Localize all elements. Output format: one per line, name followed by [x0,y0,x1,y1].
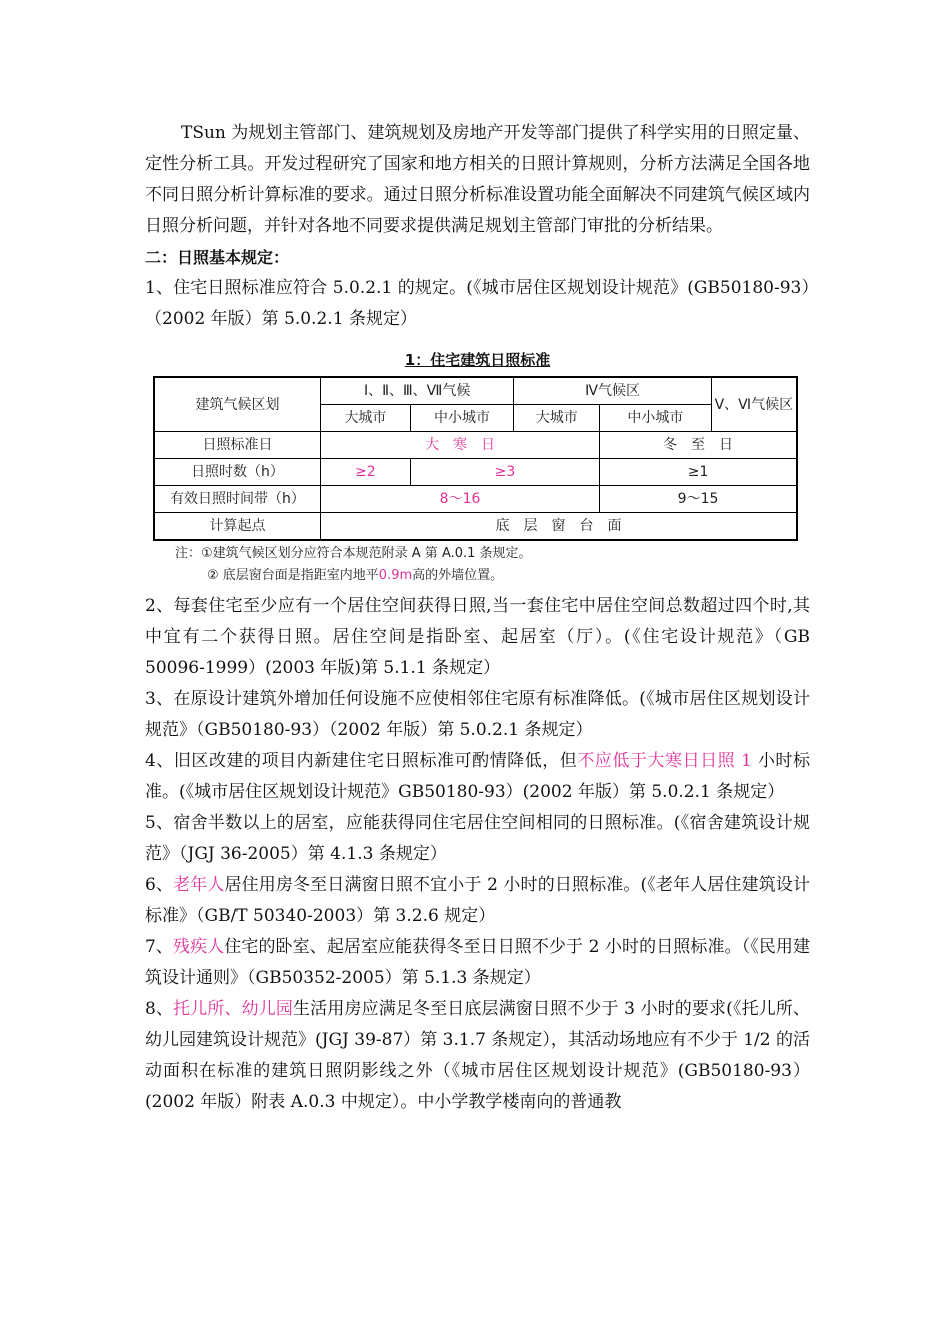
row-climate-label: 建筑气候区划 [154,377,321,432]
table-note-1: 注：①建筑气候区划分应符合本规范附录 A 第 A.0.1 条规定。 [175,546,532,561]
row-day-label: 日照标准日 [154,432,321,459]
small-city-cell: 中小城市 [410,405,514,432]
rule-7: 7、残疾人住宅的卧室、起居室应能获得冬至日日照不少于 2 小时的日照标准。（《民用建筑设计通则》（GB50352-2005）第 5.1.3 条规定） [145,937,811,988]
hours-value-b: ≥3 [410,459,599,486]
row-start-label: 计算起点 [154,513,321,541]
day-winter-solstice: 冬 至 日 [600,432,797,459]
small-city-cell: 中小城市 [600,405,712,432]
rule-6: 6、老年人居住用房冬至日满窗日照不宜小于 2 小时的日照标准。(《老年人居住建筑设计标准》（GB/T 50340-2003）第 3.2.6 规定） [145,875,810,926]
sunlight-standard-table [153,376,798,541]
climate-group-3: Ⅴ、Ⅵ气候区 [711,377,797,432]
rule-2: 2、每套住宅至少应有一个居住空间获得日照,当一套住宅中居住空间总数超过四个时,其中宜有二个获得日照。居住空间是指卧室、起居室（厅）。(《住宅设计规范》（GB 50096-1999）(2003 年版)第 5.1.1 条规定） [145,596,810,678]
band-value-b: 9～15 [600,486,797,513]
rule-8: 8、托儿所、幼儿园生活用房应满足冬至日底层满窗日照不少于 3 小时的要求(《托儿所、幼儿园建筑设计规范》(JGJ 39-87）第 3.1.7 条规定），其活动场地应有不少于 1/2 的活动面积在标准的建筑日照阴影线之外（《城市居住区规划设计规范》(GB50180-93）(2002 年版）附表 A.0.3 中规定）。中小学教学楼南向的普通教 [145,999,810,1112]
hours-value-c: ≥1 [600,459,797,486]
band-value-a: 8～16 [321,486,600,513]
intro-paragraph: TSun 为规划主管部门、建筑规划及房地产开发等部门提供了科学实用的日照定量、定性分析工具。开发过程研究了国家和地方相关的日照计算规则，分析方法满足全国各地不同日照分析计算标准的要求。通过日照分析标准设置功能全面解决不同建筑气候区域内日照分析问题，并针对各地不同要求提供满足规划主管部门审批的分析结果。 [145,123,810,236]
row-hours-label: 日照时数（h） [154,459,321,486]
rule-3: 3、在原设计建筑外增加任何设施不应使相邻住宅原有标准降低。(《城市居住区规划设计规范》（GB50180-93）（2002 年版）第 5.0.2.1 条规定） [145,689,810,740]
rule-5: 5、宿舍半数以上的居室，应能获得同住宅居住空间相同的日照标准。(《宿舍建筑设计规范》（JGJ 36-2005）第 4.1.3 条规定） [145,813,810,864]
hours-value-a: ≥2 [321,459,411,486]
big-city-cell: 大城市 [321,405,411,432]
rule-1: 1、住宅日照标准应符合 5.0.2.1 的规定。(《城市居住区规划设计规范》(GB50180-93）（2002 年版）第 5.0.2.1 条规定） [145,278,810,329]
climate-group-1: Ⅰ、Ⅱ、Ⅲ、Ⅶ气候 [321,377,514,405]
day-great-cold: 大 寒 日 [321,432,600,459]
table-note-2: ② 底层窗台面是指距室内地平0.9m高的外墙位置。 [207,568,504,583]
start-value: 底 层 窗 台 面 [321,513,798,541]
climate-group-2: Ⅳ气候区 [514,377,711,405]
table-title: 1：住宅建筑日照标准 [404,351,551,369]
section-heading: 二：日照基本规定： [145,248,290,267]
big-city-cell: 大城市 [514,405,600,432]
row-band-label: 有效日照时间带（h） [154,486,321,513]
rule-4: 4、旧区改建的项目内新建住宅日照标准可酌情降低，但不应低于大寒日日照 1 小时标准。(《城市居住区规划设计规范》GB50180-93）(2002 年版）第 5.0.2.1 条规定） [145,751,810,802]
document-page [145,118,810,1118]
